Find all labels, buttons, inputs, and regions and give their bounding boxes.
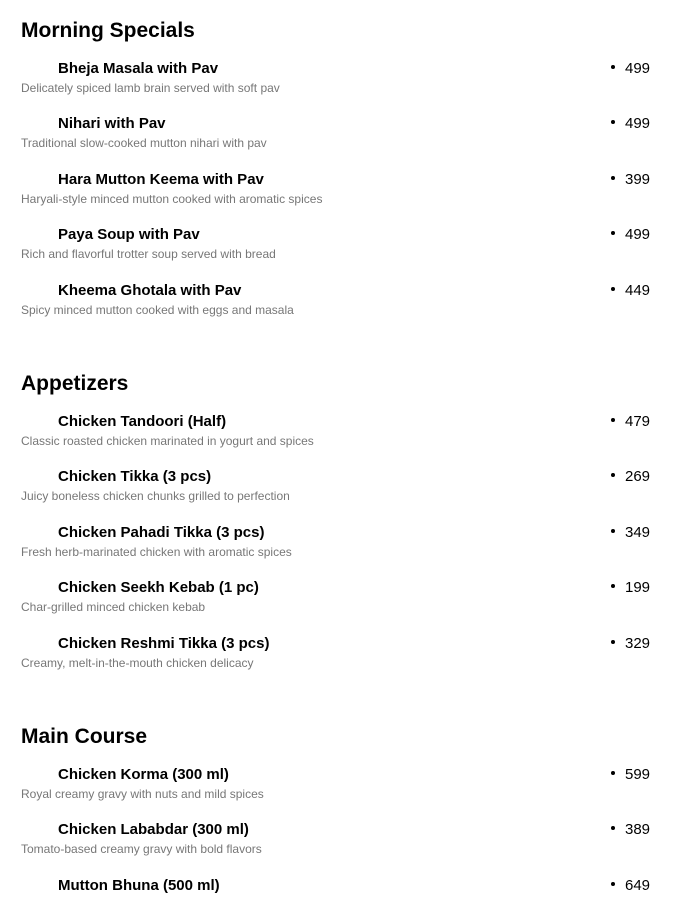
- section-title: Appetizers: [21, 372, 129, 395]
- bullet-icon: [611, 287, 615, 291]
- item-price: [611, 766, 650, 784]
- item-description: Classic roasted chicken marinated in yogurt and spices: [21, 434, 314, 448]
- menu-item: [21, 60, 661, 100]
- bullet-icon: [611, 231, 615, 235]
- bullet-icon: [611, 640, 615, 644]
- bullet-icon: [611, 473, 615, 477]
- item-name: Kheema Ghotala with Pav: [58, 282, 242, 299]
- item-name: Chicken Tikka (3 pcs): [58, 468, 212, 485]
- item-name: Paya Soup with Pav: [58, 226, 200, 243]
- item-name: Chicken Reshmi Tikka (3 pcs): [58, 635, 270, 652]
- item-name: Bheja Masala with Pav: [58, 60, 219, 77]
- item-price-value: 499: [625, 60, 651, 77]
- item-price: [611, 226, 650, 244]
- item-description: Traditional slow-cooked mutton nihari with pav: [21, 136, 267, 150]
- bullet-icon: [611, 771, 615, 775]
- item-description: Spicy minced mutton cooked with eggs and masala: [21, 303, 294, 317]
- menu-item: [21, 413, 661, 453]
- item-price: [611, 413, 650, 431]
- bullet-icon: [611, 176, 615, 180]
- item-price-value: 389: [625, 821, 651, 838]
- item-price: [611, 821, 650, 839]
- item-price: [611, 282, 650, 300]
- menu-item: [21, 821, 661, 861]
- item-description: Fresh herb-marinated chicken with aromatic spices: [21, 545, 292, 559]
- item-description: Juicy boneless chicken chunks grilled to perfection: [21, 489, 290, 503]
- bullet-icon: [611, 882, 615, 886]
- menu-item: [21, 877, 661, 899]
- item-price: [611, 524, 650, 542]
- bullet-icon: [611, 584, 615, 588]
- item-name: Mutton Bhuna (500 ml): [58, 877, 220, 894]
- item-price-value: 499: [625, 226, 651, 243]
- item-description: Delicately spiced lamb brain served with soft pav: [21, 81, 280, 95]
- item-price-value: 599: [625, 766, 651, 783]
- menu-item: [21, 579, 661, 619]
- item-description: Haryali-style minced mutton cooked with aromatic spices: [21, 192, 323, 206]
- bullet-icon: [611, 418, 615, 422]
- section-title: Main Course: [21, 725, 148, 748]
- item-price-value: 479: [625, 413, 651, 430]
- item-description: Royal creamy gravy with nuts and mild spices: [21, 787, 264, 801]
- menu-item: [21, 766, 661, 806]
- bullet-icon: [611, 120, 615, 124]
- item-description: Char-grilled minced chicken kebab: [21, 600, 206, 614]
- bullet-icon: [611, 826, 615, 830]
- item-description: Rich and flavorful trotter soup served with bread: [21, 247, 276, 261]
- item-price: [611, 468, 650, 486]
- item-name: Chicken Lababdar (300 ml): [58, 821, 249, 838]
- item-price-value: 329: [625, 635, 651, 652]
- item-price: [611, 171, 650, 189]
- item-price: [611, 635, 650, 653]
- menu-item: [21, 226, 661, 266]
- item-name: Chicken Pahadi Tikka (3 pcs): [58, 524, 265, 541]
- item-price-value: 349: [625, 524, 651, 541]
- bullet-icon: [611, 529, 615, 533]
- item-price: [611, 877, 650, 895]
- menu-item: [21, 282, 661, 322]
- item-price: [611, 115, 650, 133]
- menu-item: [21, 524, 661, 564]
- menu-item: [21, 635, 661, 675]
- item-name: Chicken Tandoori (Half): [58, 413, 227, 430]
- item-price-value: 269: [625, 468, 651, 485]
- item-price: [611, 579, 650, 597]
- item-price-value: 449: [625, 282, 651, 299]
- item-description: Tomato-based creamy gravy with bold flavors: [21, 842, 262, 856]
- item-name: Chicken Korma (300 ml): [58, 766, 229, 783]
- item-name: Hara Mutton Keema with Pav: [58, 171, 264, 188]
- item-name: Chicken Seekh Kebab (1 pc): [58, 579, 259, 596]
- item-description: Creamy, melt-in-the-mouth chicken delicacy: [21, 656, 254, 670]
- item-name: Nihari with Pav: [58, 115, 166, 132]
- menu-item: [21, 468, 661, 508]
- item-price-value: 649: [625, 877, 651, 894]
- menu-item: [21, 171, 661, 211]
- item-price-value: 499: [625, 115, 651, 132]
- section-title: Morning Specials: [21, 19, 195, 42]
- item-price: [611, 60, 650, 78]
- menu-item: [21, 115, 661, 155]
- item-price-value: 399: [625, 171, 651, 188]
- bullet-icon: [611, 65, 615, 69]
- item-price-value: 199: [625, 579, 651, 596]
